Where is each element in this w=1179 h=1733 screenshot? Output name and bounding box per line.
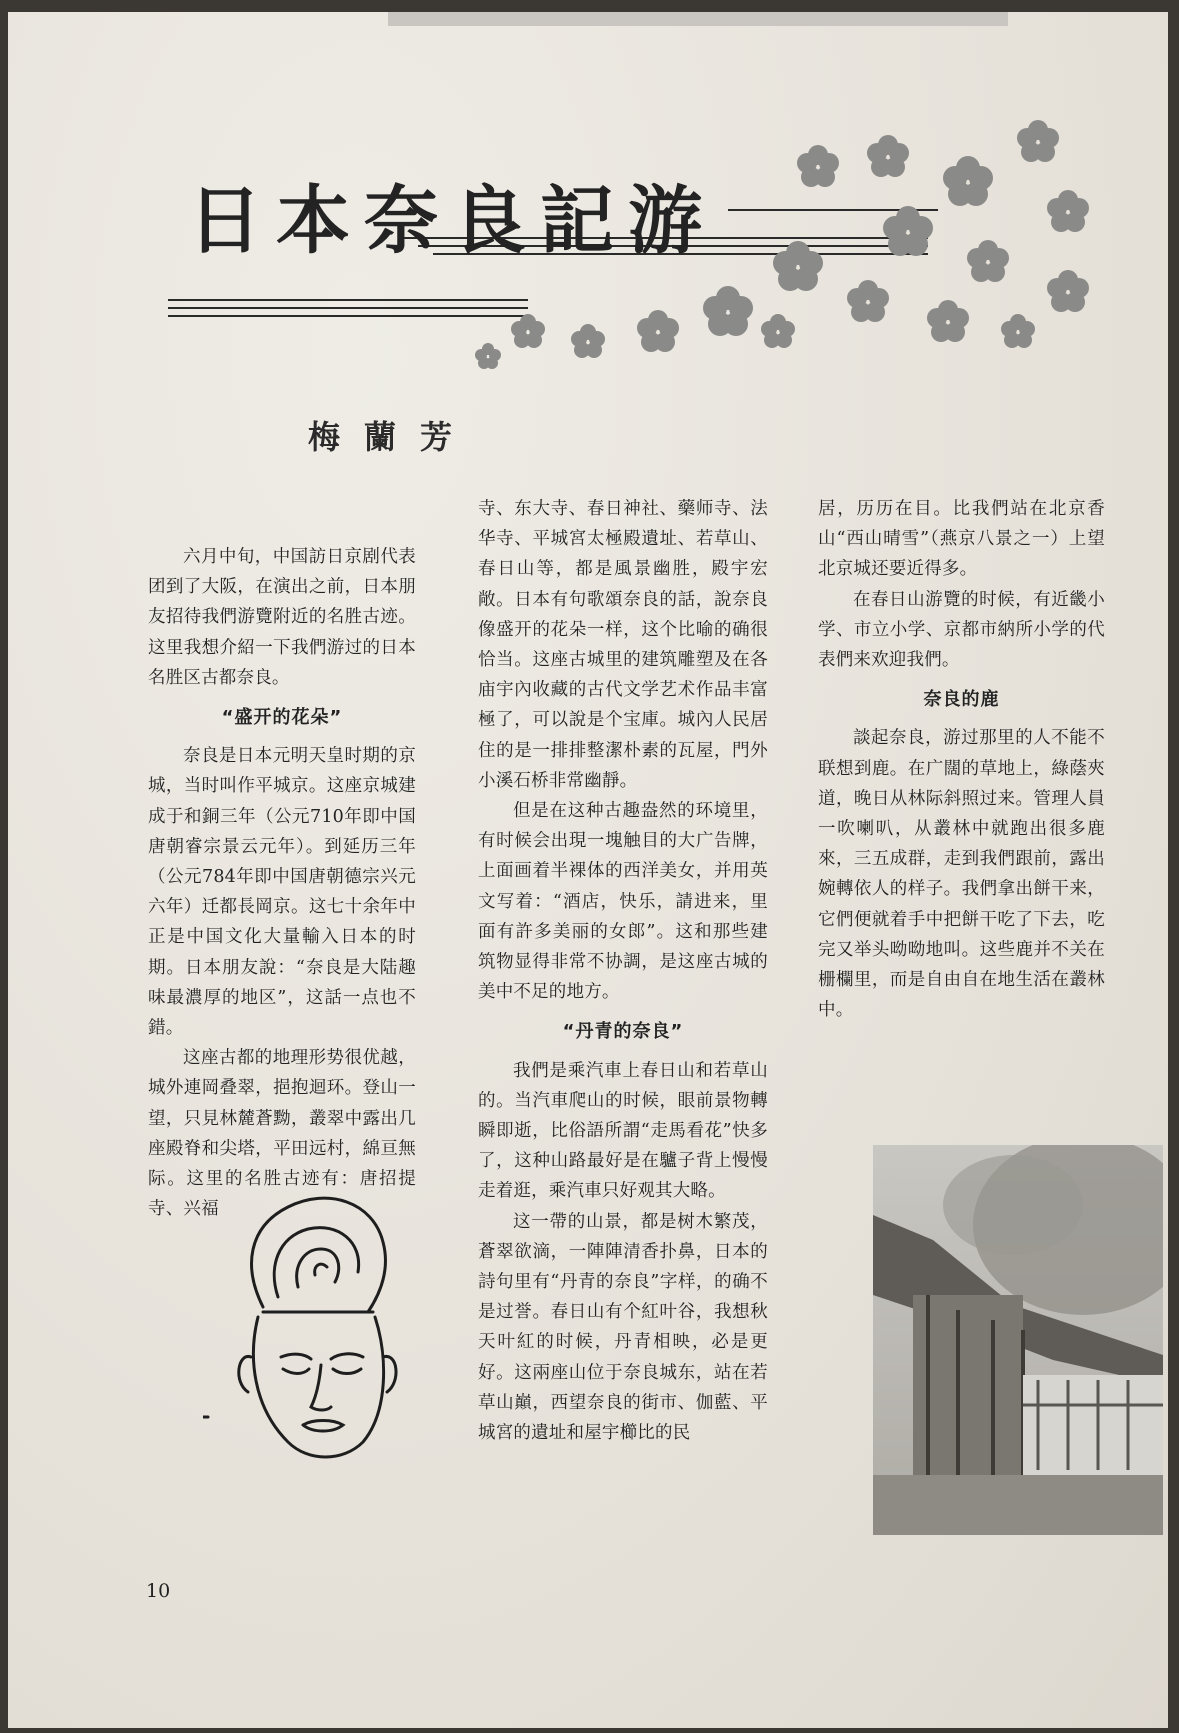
buddha-head-sketch: [203, 1187, 438, 1477]
paragraph: 在春日山游覽的时候，有近畿小学、市立小学、京都市納所小学的代表們来欢迎我們。: [818, 589, 1105, 671]
text-column-2: [478, 494, 768, 1448]
paragraph: 居，历历在目。比我們站在北京香山“西山晴雪”（燕京八景之一）上望北京城还要近得多。: [818, 499, 1105, 580]
paragraph: 奈良是日本元明天皇时期的京城，当时叫作平城京。这座京城建成于和銅三年（公元710年即中国唐朝睿宗景云元年）。到延历三年（公元784年即中国唐朝德宗兴元六年）迁都長岡京。这七十余年中正是中国文化大量輸入日本的时期。日本朋友說：“奈良是大陆趣味最濃厚的地区”，这話一点也不錯。: [148, 746, 416, 1039]
paragraph: 談起奈良，游过那里的人不能不联想到鹿。在广闊的草地上，綠蔭夾道，晚日从林际斜照过来。管理人員一吹喇叭，从叢林中就跑出很多鹿來，三五成群，走到我們跟前，露出婉轉依人的样子。我們拿出餅干来，它們便就着手中把餅干吃了下去，吃完又举头呦呦地叫。这些鹿并不关在栅欄里，而是自由自在地生活在叢林中。: [818, 728, 1105, 1021]
section-heading: “丹青的奈良”: [562, 1021, 684, 1043]
paragraph: 我們是乘汽車上春日山和若草山的。当汽車爬山的时候，眼前景物轉瞬即逝，比俗語所謂“走馬看花”快多了，这种山路最好是在驢子背上慢慢走着逛，乘汽車只好观其大略。: [478, 1060, 768, 1202]
page-number: 10: [146, 1580, 171, 1602]
article-title: 日本奈良記游: [188, 178, 716, 264]
temple-photo: [873, 1145, 1163, 1535]
section-heading: 奈良的鹿: [923, 689, 1000, 711]
paragraph: 这一帶的山景，都是树木繁茂，蒼翠欲滴，一陣陣清香扑鼻，日本的詩句里有“丹青的奈良”字样，的确不是过誉。春日山有个紅叶谷，我想秋天叶紅的时候，丹青相映，必是更好。这兩座山位于奈良城东，站在若草山巔，西望奈良的街市、伽藍、平城宮的遺址和屋宇櫛比的民: [478, 1211, 768, 1444]
paragraph: 六月中旬，中国訪日京剧代表团到了大阪，在演出之前，日本朋友招待我們游覽附近的名胜古迹。这里我想介紹一下我們游过的日本名胜区古都奈良。: [148, 547, 416, 688]
magazine-page: [8, 12, 1168, 1728]
paragraph: 但是在这种古趣盎然的环境里，有时候会出現一塊触目的大广告牌，上面画着半裸体的西洋美女，并用英文写着：“酒店，快乐，請进来，里面有許多美丽的女郎”。这和那些建筑物显得非常不协調，是这座古城的美中不足的地方。: [478, 801, 768, 1003]
text-column-3: [818, 494, 1105, 1025]
paragraph: 这座古都的地理形势很优越，城外連岡叠翠，挹抱迴环。登山一望，只見林麓蒼黝，叢翠中露出几座殿脊和尖塔，平田远村，綿亘無际。这里的名胜古迹有：唐招提寺、兴福: [148, 1048, 416, 1220]
text-column-1: [148, 542, 416, 1224]
author-name: 梅蘭芳: [308, 418, 477, 456]
paragraph: 寺、东大寺、春日神社、藥师寺、法华寺、平城宮太極殿遺址、若草山、春日山等，都是風景幽胜，殿宇宏敞。日本有句歌頌奈良的話，說奈良像盛开的花朵一样，这个比喻的确很恰当。这座古城里的建筑雕塑及在各庙宇內收藏的古代文学艺术作品丰富極了，可以說是个宝庫。城內人民居住的是一排排整潔朴素的瓦屋，門外小溪石桥非常幽靜。: [478, 499, 768, 791]
section-heading: “盛开的花朵”: [221, 707, 343, 729]
